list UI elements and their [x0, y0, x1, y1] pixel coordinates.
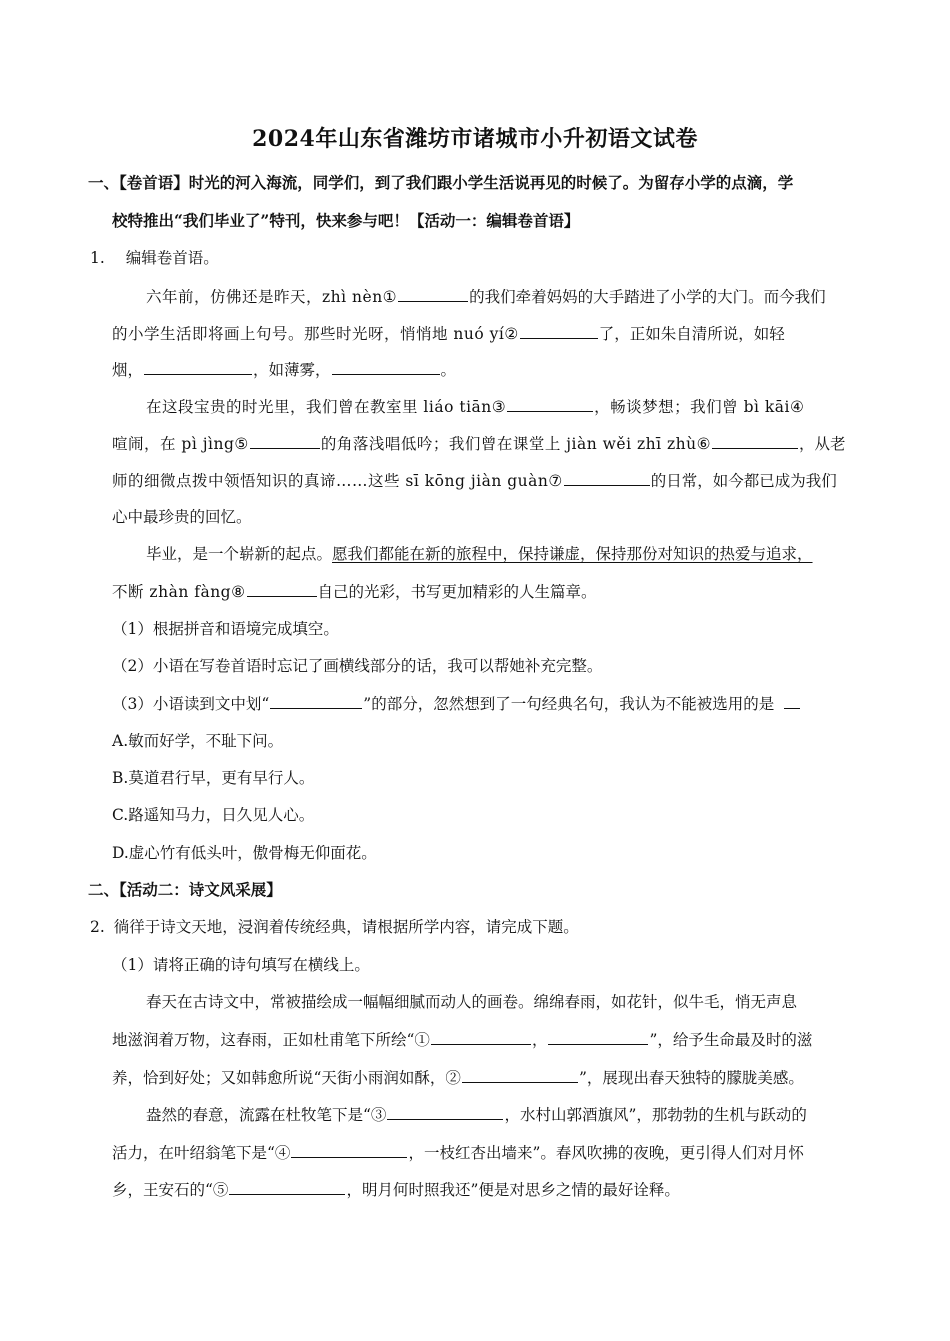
option-d: D.虚心竹有低头叶，傲骨梅无仰面花。 — [112, 844, 377, 862]
q2-p2-text-d: ，一枝红杏出墙来”。春风吹拂的夜晚，更引得人们对月怀 — [408, 1144, 804, 1162]
q1-sub1: （1）根据拼音和语境完成填空。 — [112, 620, 339, 638]
q2-p2-text-b: ，水村山郭酒旗风”，那勃勃的生机与跃动的 — [504, 1106, 807, 1124]
q1-p2-text-b: ，畅谈梦想；我们曾 bì kāi④ — [594, 398, 805, 416]
blank-3[interactable] — [507, 395, 593, 412]
q2-p2-text-e: 乡，王安石的“⑤ — [112, 1181, 229, 1199]
blank-metaphor-2[interactable] — [332, 358, 440, 375]
poem-blank-3[interactable] — [387, 1103, 503, 1120]
q2-p1-text-f: ”，展现出春天独特的朦胧美感。 — [578, 1069, 804, 1087]
q2-sub1: （1）请将正确的诗句填写在横线上。 — [112, 956, 370, 974]
q1-p2-text-g: 的日常，如今都已成为我们 — [650, 472, 837, 490]
q1-sub3-text-a: （3）小语读到文中划“ — [112, 695, 270, 713]
q2-p2-line3 — [112, 1178, 680, 1201]
q2-p1-text-d: ”，给予生命最及时的滋 — [649, 1031, 813, 1049]
blank-7[interactable] — [564, 469, 650, 486]
blank-1[interactable] — [398, 285, 468, 302]
poem-blank-2[interactable] — [462, 1066, 578, 1083]
q2-intro: 徜徉于诗文天地，浸润着传统经典，请根据所学内容，请完成下题。 — [113, 918, 579, 936]
q2-number: 2. — [90, 918, 105, 936]
q1-p1-text-c: 的小学生活即将画上句号。那些时光呀，悄悄地 nuó yí② — [112, 325, 519, 343]
option-c: C.路遥知马力，日久见人心。 — [112, 806, 315, 824]
q1-p3-text-c: 自己的光彩，书写更加精彩的人生篇章。 — [317, 583, 597, 601]
q1-p1-text-g: 。 — [440, 361, 457, 379]
q1-p1-text-f: ，如薄雾， — [253, 361, 331, 379]
q2-p1-text-b: 地滋润着万物，这春雨，正如杜甫笔下所绘“① — [112, 1031, 430, 1049]
option-a: A.敏而好学，不耻下问。 — [112, 732, 284, 750]
q1-p2-line1 — [146, 395, 804, 418]
q1-p3-line2 — [112, 580, 597, 603]
q1-p1-text-e: 烟， — [112, 361, 144, 379]
q2-p2-text-a: 盎然的春意，流露在杜牧笔下是“③ — [146, 1106, 387, 1124]
q1-p2-line4: 心中最珍贵的回忆。 — [112, 508, 252, 526]
q2-header — [90, 916, 579, 938]
option-b: B.莫道君行早，更有早行人。 — [112, 769, 315, 787]
poem-blank-4[interactable] — [291, 1141, 407, 1158]
q2-p1-line3 — [112, 1066, 804, 1089]
blank-8[interactable] — [247, 580, 317, 597]
q1-p3-text-b: 不断 zhàn fàng⑧ — [112, 583, 246, 601]
q2-p2-line2 — [112, 1141, 804, 1164]
poem-blank-1b[interactable] — [548, 1028, 648, 1045]
q1-p1-line1 — [146, 285, 826, 308]
q2-p1-text-e: 养，恰到好处；又如韩愈所说“天街小雨润如酥，② — [112, 1069, 461, 1087]
q2-p1-line2 — [112, 1028, 812, 1051]
q1-p2-text-d: 的角落浅唱低吟；我们曾在课堂上 jiàn wěi zhī zhù⑥ — [320, 435, 712, 453]
page-title: 2024年山东省潍坊市诸城市小升初语文试卷 — [252, 126, 698, 152]
q1-p1-text-a: 六年前，仿佛还是昨天，zhì nèn① — [146, 288, 398, 306]
q1-p2-line2 — [112, 432, 846, 455]
blank-2[interactable] — [520, 322, 598, 339]
section1-heading-line1: 一、【卷首语】时光的河入海流，同学们，到了我们跟小学生活说再见的时候了。为留存小学的点滴，学 — [88, 173, 794, 192]
q1-p2-text-c: 喧闹，在 pì jìng⑤ — [112, 435, 249, 453]
q1-header — [90, 247, 219, 269]
blank-6[interactable] — [712, 432, 798, 449]
q1-p3-line1 — [146, 543, 813, 565]
q1-p3-text-a: 毕业，是一个崭新的起点。 — [146, 545, 333, 563]
q1-sub2: （2）小语在写卷首语时忘记了画横线部分的话，我可以帮她补充完整。 — [112, 657, 603, 675]
q1-p1-text-b: 的我们牵着妈妈的大手踏进了小学的大门。而今我们 — [469, 288, 826, 306]
q2-p1-line1: 春天在古诗文中，常被描绘成一幅幅细腻而动人的画卷。绵绵春雨，如花针，似牛毛，悄无声息 — [146, 993, 798, 1011]
q1-title: 编辑卷首语。 — [125, 249, 219, 267]
sub3-underline-sample — [270, 692, 362, 709]
q2-p2-line1 — [146, 1103, 807, 1126]
answer-blank-sub3[interactable] — [784, 692, 800, 709]
q1-p2-line3 — [112, 469, 837, 492]
section1-heading-line2: 校特推出“我们毕业了”特刊，快来参与吧！【活动一：编辑卷首语】 — [112, 211, 580, 230]
section2-heading: 二、【活动二：诗文风采展】 — [88, 880, 282, 899]
q1-p2-text-f: 师的细微点拨中领悟知识的真谛……这些 sī kōng jiàn guàn⑦ — [112, 472, 563, 490]
poem-blank-1a[interactable] — [431, 1028, 531, 1045]
q1-sub3-text-b: ”的部分，忽然想到了一句经典名句，我认为不能被选用的是 — [363, 695, 775, 713]
q1-number: 1. — [90, 249, 105, 267]
q1-sub3 — [112, 692, 801, 715]
underlined-sentence: 愿我们都能在新的旅程中，保持谦虚，保持那份对知识的热爱与追求， — [332, 545, 813, 563]
poem-blank-5[interactable] — [229, 1178, 345, 1195]
q2-p2-text-f: ，明月何时照我还”便是对思乡之情的最好诠释。 — [346, 1181, 680, 1199]
q1-p2-text-a: 在这段宝贵的时光里，我们曾在教室里 liáo tiān③ — [146, 398, 507, 416]
q2-p1-text-c: ， — [531, 1031, 548, 1049]
q1-p2-text-e: ，从老 — [799, 435, 846, 453]
q2-p2-text-c: 活力，在叶绍翁笔下是“④ — [112, 1144, 291, 1162]
blank-5[interactable] — [250, 432, 320, 449]
blank-metaphor-1[interactable] — [144, 358, 252, 375]
q1-p1-text-d: 了，正如朱自清所说，如轻 — [598, 325, 785, 343]
q1-p1-line3 — [112, 358, 456, 381]
q1-p1-line2 — [112, 322, 785, 345]
